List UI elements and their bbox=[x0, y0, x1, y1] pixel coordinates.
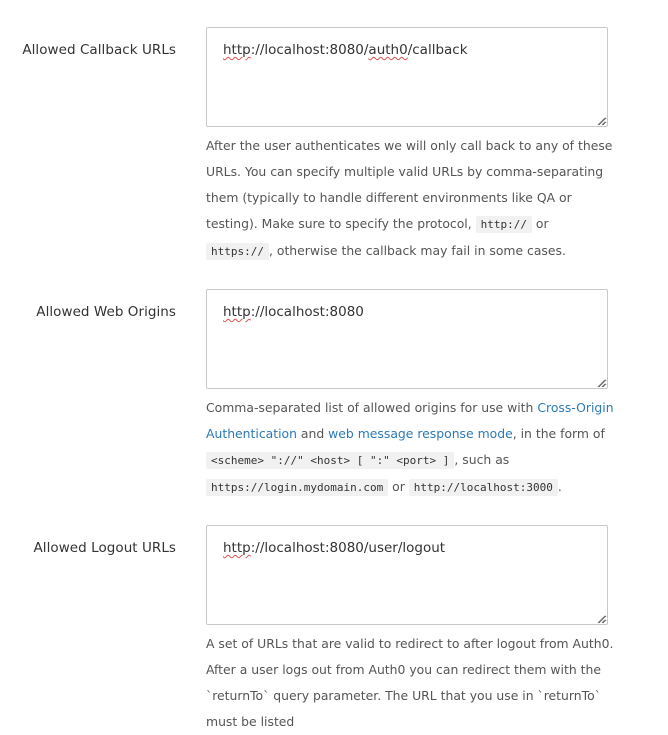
code-example-localhost: http://localhost:3000 bbox=[409, 479, 558, 496]
web-origins-value: http://localhost:8080 bbox=[223, 304, 364, 320]
logout-urls-value: http://localhost:8080/user/logout bbox=[223, 540, 446, 556]
callback-urls-value: http://localhost:8080/auth0/callback bbox=[223, 42, 468, 58]
logout-urls-label: Allowed Logout URLs bbox=[33, 540, 176, 556]
callback-urls-label: Allowed Callback URLs bbox=[22, 42, 176, 58]
logout-urls-help: A set of URLs that are valid to redirect to after logout from Auth0. After a user logs out from Auth0 you can redirect them with the `returnTo` query parameter. The URL that you use in `returnTo` must be listed bbox=[206, 636, 614, 729]
logout-urls-input[interactable] bbox=[206, 525, 608, 625]
code-example-https: https://login.mydomain.com bbox=[206, 479, 388, 496]
web-origins-label: Allowed Web Origins bbox=[36, 304, 176, 320]
code-http: http:// bbox=[476, 216, 532, 233]
code-https: https:// bbox=[206, 243, 269, 260]
cross-origin-auth-link[interactable]: Cross-Origin Authentication bbox=[206, 400, 614, 441]
web-origins-help: Comma-separated list of allowed origins for use with Cross-Origin Authentication and web message response mode, in the form of <scheme> "://" <host> [ ":" <port> ] , such as https://login.mydomain.com or http://localhost:3000 . bbox=[206, 400, 614, 494]
web-message-response-mode-link[interactable]: web message response mode bbox=[328, 426, 513, 441]
web-origins-input[interactable] bbox=[206, 289, 608, 389]
code-scheme-format: <scheme> "://" <host> [ ":" <port> ] bbox=[206, 452, 454, 469]
callback-urls-help: After the user authenticates we will only call back to any of these URLs. You can specify multiple valid URLs by comma-separating them (typically to handle different environments like QA or testing). Make sure to specify the protocol, http:// or https:// , otherwise the callback may fail in some cases. bbox=[206, 138, 613, 258]
callback-urls-input[interactable] bbox=[206, 27, 608, 127]
